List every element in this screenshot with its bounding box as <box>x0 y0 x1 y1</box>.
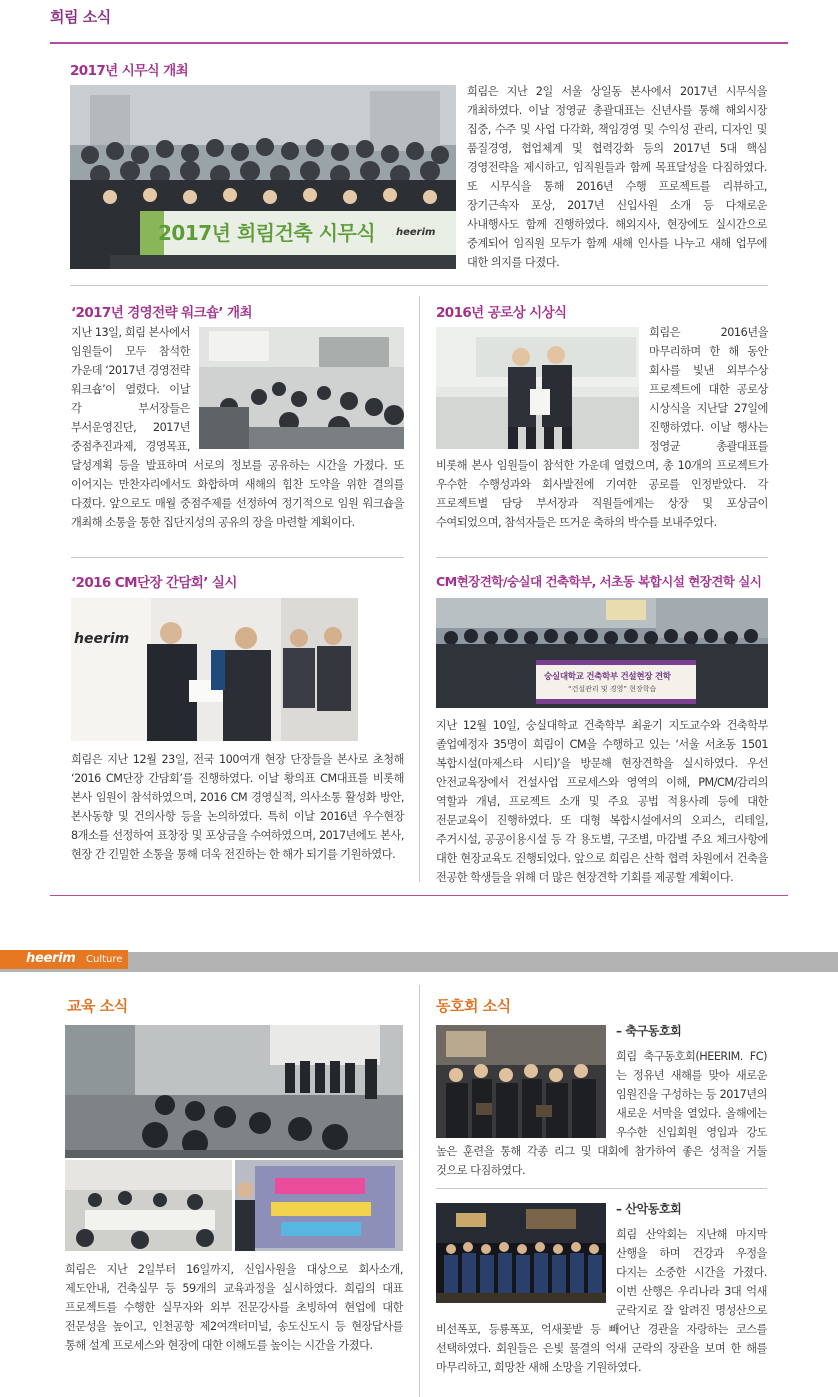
kickoff-title: 2017년 시무식 개최 <box>70 63 189 79</box>
hiking-title: – 산악동호회 <box>616 1202 682 1216</box>
kickoff-body: 희림은 지난 2일 서울 상일동 본사에서 2017년 시무식을 개최하였다. 이날 정영균 총괄대표는 신년사를 통해 해외시장 집중, 수주 및 사업 다각화, 책임경영 및 수익성 관리, 디자인 및 품질경영, 협업체계 및 협력강화 등의 2017년 5대 핵심 경영전략을 제시하고, 임직원들과 함께 목표달성을 다짐하였다. 또 시무식을 통해 2016년 수행 프로젝트를 리뷰하고, 장기근속자 포상, 2017년 신입사원 소개 등 다채로운 사내행사도 함께 진행하였다. 해외지사, 현장에도 실시간으로 중계되어 임직원 모두가 함께 새해 인사를 나누고 새해 업무에 대한 의지를 다졌다. <box>467 85 767 269</box>
site-tour-title: CM현장견학/숭실대 건축학부, 서초동 복합시설 현장견학 실시 <box>436 574 762 589</box>
soccer-body: 희림 축구동호회(HEERIM. FC)는 정유년 새해를 맞아 새로운 임원진을 구성하는 등 2017년의 새로운 서막을 열었다. 올해에는 우수한 신입회원 영입과 강도 높은 훈련을 통해 각종 리그 및 대회에 참가하여 좋은 성적을 거둘 것으로 다짐하였다. <box>436 1050 767 1177</box>
kickoff-photo <box>70 85 456 269</box>
divider <box>436 1188 767 1189</box>
cm-meeting-photo <box>71 598 358 741</box>
hiking-article <box>436 1200 767 1377</box>
education-photo-art <box>235 1160 403 1251</box>
soccer-photo <box>436 1025 606 1138</box>
divider <box>71 557 404 558</box>
award-article <box>436 323 768 532</box>
education-photo-main <box>65 1025 403 1158</box>
divider <box>436 557 768 558</box>
hiking-photo <box>436 1203 606 1303</box>
award-title: 2016년 공로상 시상식 <box>436 305 567 321</box>
education-title: 교육 소식 <box>67 997 128 1015</box>
site-tour-body: 지난 12월 10일, 숭실대학교 건축학부 최윤기 지도교수와 건축학부 졸업예정자 35명이 희림이 CM을 수행하고 있는 ‘서울 서초동 1501 복합시설(마제스타 시티)’을 방문해 현장견학을 실시하였다. 우선 안전교육장에서 건설사업 프로세스와 영역의 이해, PM/CM/감리의 역할과 개념, 프로젝트 소개 및 주요 공법 적용사례 등에 대한 전문교육이 진행하였다. 또 대형 복합시설에서의 오피스, 리테일, 주거시설, 공공이용시설 등 각 용도별, 구조별, 마감별 주요 체크사항에 대한 현장교육도 진행되었다. 앞으로 희림은 산학 협력 차원에서 건축을 전공한 학생들을 위해 더 많은 현장견학 기회를 제공할 계획이다. <box>436 719 768 884</box>
culture-bar-brand: heerim <box>26 951 76 966</box>
education-body: 희림은 지난 2일부터 16일까지, 신입사원을 대상으로 회사소개, 제도안내, 건축실무 등 59개의 교육과정을 실시하였다. 희림의 대표 프로젝트를 수행한 실무자와 외부 전문강사를 초빙하여 현업에 대한 전문성을 높이고, 인천공항 제2여객터미널, 송도신도시 등 현장답사를 통해 설계 프로세스와 현장에 대한 이해도를 높이는 시간을 가졌다. <box>65 1263 403 1352</box>
clubs-title: 동호회 소식 <box>436 997 511 1015</box>
soccer-title: – 축구동호회 <box>616 1024 682 1038</box>
workshop-body: 지난 13일, 희림 본사에서 임원들이 모두 참석한 가운데 ‘2017년 경영전략 워크숍’이 열렸다. 이날 각 부서장들은 부서운영진단, 2017년 중점추진과제, 경영목표, 달성계획 등을 발표하며 서로의 정보를 공유하는 시간을 가졌다. 또 이어지는 만찬자리에서도 화합하며 새해의 힘찬 도약을 위한 결의를 다졌다. 앞으로도 매월 중점주제를 선정하여 정기적으로 임원 워크숍을 개최해 소통을 통한 집단지성의 공유의 장을 마련할 계획이다. <box>71 326 404 529</box>
divider <box>70 285 768 286</box>
header-rule <box>50 42 788 44</box>
soccer-article <box>436 1022 767 1180</box>
section-bottom-rule <box>50 895 788 896</box>
hiking-body: 희림 산악회는 지난해 마지막 산행을 하며 건강과 우정을 다지는 소중한 시간을 가졌다. 이번 산행은 우리나라 3대 억새 군락지로 잘 알려진 명성산으로 비선폭포, 등룡폭포, 억새꽃밭 등 빼어난 경관을 자랑하는 코스를 선택하였다. 회원들은 은빛 물결의 억새 군락의 장관을 보며 한 해를 마무리하고, 희망찬 새해 소망을 기원하였다. <box>436 1228 767 1374</box>
culture-bar-label: Culture <box>86 954 123 965</box>
column-divider <box>419 296 420 882</box>
cm-meeting-title: ‘2016 CM단장 간담회’ 실시 <box>71 575 237 591</box>
workshop-photo <box>199 327 404 449</box>
workshop-article <box>71 323 404 532</box>
education-photo-class <box>65 1160 232 1251</box>
section-title: 희림 소식 <box>50 8 111 26</box>
site-tour-photo-banner: 숭실대학교 건축학부 건설현장 견학 <box>544 672 671 682</box>
workshop-title: ‘2017년 경영전략 워크숍’ 개최 <box>71 305 252 321</box>
cm-meeting-body: 희림은 지난 12월 23일, 전국 100여개 현장 단장들을 본사로 초청해 ‘2016 CM단장 간담회’를 진행하였다. 이날 황의표 CM대표를 비롯해 본사 임원이 참석하였으며, 2016 CM 경영실적, 의사소통 활성화 방안, 본사동향 및 건의사항 등을 논의하였다. 특히 이날 2016년 우수현장 8개소를 선정하여 표창장 및 포상금을 수여하였으며, 2017년에도 본사, 현장 간 긴밀한 소통을 통해 더욱 전진하는 한 해가 되기를 기원하였다. <box>71 753 404 861</box>
site-tour-photo-subtitle: “건설관리 및 경영” 현장학습 <box>568 685 657 693</box>
column-divider <box>419 985 420 1397</box>
kickoff-photo-banner: 2017년 희림건축 시무식 <box>158 221 376 245</box>
site-tour-photo <box>436 598 768 708</box>
cm-meeting-photo-logo: heerim <box>74 631 130 647</box>
kickoff-photo-logo: heerim <box>396 227 436 238</box>
award-photo <box>436 327 639 449</box>
award-body: 희림은 2016년을 마무리하며 한 해 동안 회사를 빛낸 외부수상 프로젝트에 대한 공로상 시상식을 지난달 27일에 진행하였다. 이날 행사는 정영균 총괄대표를 비롯해 본사 임원들이 참석한 가운데 열렸으며, 총 10개의 프로젝트가 우수한 수행성과와 회사발전에 기여한 공로를 인정받았다. 각 프로젝트별 담당 부서장과 직원들에게는 상장 및 포상금이 수여되었으며, 참석자들은 뜨거운 축하의 박수를 보내주었다. <box>436 326 768 529</box>
